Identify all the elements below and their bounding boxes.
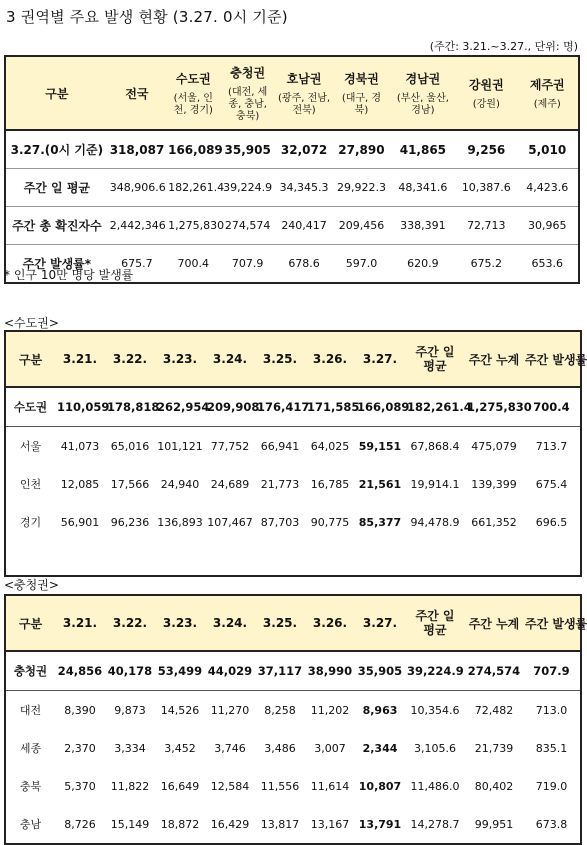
cell: 11,486.0 xyxy=(410,779,460,793)
row-label: 주간 일 평균 xyxy=(5,169,108,207)
table-row xyxy=(5,805,581,844)
cell: 209,456 xyxy=(333,207,389,245)
cell: 13,167 xyxy=(310,817,350,831)
cell: 38,990 xyxy=(305,651,355,691)
cell: 4,423.6 xyxy=(517,169,579,207)
cell: 107,467 xyxy=(207,515,253,529)
row-label: 대전 xyxy=(19,704,42,717)
cell: 59,151 xyxy=(358,439,402,453)
cell: 166,089 xyxy=(355,387,405,427)
cell: 171,585 xyxy=(305,387,355,427)
cell: 40,178 xyxy=(105,651,155,691)
cell: 11,822 xyxy=(110,779,150,793)
header-cell: 3.27. xyxy=(355,331,405,387)
cell: 67,868.4 xyxy=(410,439,460,453)
header-cell: 수도권 (서울, 인천, 경기) xyxy=(166,56,220,130)
row-label: 경기 xyxy=(19,516,42,529)
cell: 661,352 xyxy=(471,515,517,529)
summary-header-row xyxy=(5,56,579,130)
header-cell: 3.23. xyxy=(155,595,205,651)
cell: 653.6 xyxy=(517,245,579,284)
cell: 11,202 xyxy=(310,703,350,717)
table-row xyxy=(5,427,581,466)
cell: 675.7 xyxy=(108,245,166,284)
cell: 700.4 xyxy=(523,387,581,427)
table-row xyxy=(5,130,579,169)
cell: 3,334 xyxy=(114,741,146,755)
cell: 24,689 xyxy=(210,477,250,491)
cell: 56,901 xyxy=(60,515,100,529)
cell: 21,561 xyxy=(358,477,402,491)
cell: 65,016 xyxy=(110,439,150,453)
cell: 27,890 xyxy=(333,130,389,169)
cell: 35,905 xyxy=(355,651,405,691)
cell: 675.4 xyxy=(535,477,568,491)
section-label-capital: <수도권> xyxy=(4,316,59,330)
cell: 1,275,830 xyxy=(465,387,523,427)
cell: 675.2 xyxy=(456,245,516,284)
capital-table xyxy=(4,330,587,577)
cell: 274,574 xyxy=(220,207,274,245)
cell: 262,954 xyxy=(155,387,205,427)
cell: 14,526 xyxy=(160,703,200,717)
cell: 24,856 xyxy=(55,651,105,691)
cell: 700.4 xyxy=(166,245,220,284)
cell: 3,486 xyxy=(264,741,296,755)
empty-cell xyxy=(5,541,581,576)
row-label: 주간 발생률* xyxy=(5,245,108,284)
cell: 11,614 xyxy=(310,779,350,793)
header-cell: 제주권 (제주) xyxy=(517,56,579,130)
cell: 348,906.6 xyxy=(108,169,166,207)
row-label: 서울 xyxy=(19,440,42,453)
header-cell: 3.26. xyxy=(305,331,355,387)
cell: 77,752 xyxy=(210,439,250,453)
cell: 139,399 xyxy=(471,477,517,491)
cell: 1,275,830 xyxy=(166,207,220,245)
cell: 166,089 xyxy=(166,130,220,169)
capital-header-row xyxy=(5,331,581,387)
cell: 13,791 xyxy=(358,817,402,831)
header-cell: 3.23. xyxy=(155,331,205,387)
cell: 9,873 xyxy=(114,703,146,717)
cell: 44,029 xyxy=(205,651,255,691)
cell: 713.7 xyxy=(535,439,568,453)
section-label-chungcheong: <충청권> xyxy=(4,578,59,592)
cell: 85,377 xyxy=(358,515,402,529)
header-cell: 3.22. xyxy=(105,331,155,387)
cell: 2,370 xyxy=(64,741,96,755)
header-cell: 3.25. xyxy=(255,331,305,387)
cell: 3,452 xyxy=(164,741,196,755)
table-row xyxy=(5,691,581,730)
cell: 8,726 xyxy=(64,817,96,831)
cell: 673.8 xyxy=(535,817,568,831)
row-label: 3.27.(0시 기준) xyxy=(5,130,108,169)
cell: 66,941 xyxy=(260,439,300,453)
cell: 835.1 xyxy=(535,741,568,755)
header-cell: 충청권 (대전, 세종, 충남, 충북) xyxy=(220,56,274,130)
header-cell: 주간 누계 xyxy=(465,595,523,651)
cell: 678.6 xyxy=(275,245,333,284)
cell: 10,807 xyxy=(358,779,402,793)
header-cell: 구분 xyxy=(5,595,55,651)
table-row xyxy=(5,503,581,541)
cell: 3,007 xyxy=(314,741,346,755)
cell: 176,417 xyxy=(255,387,305,427)
row-label: 세종 xyxy=(19,742,42,755)
row-label: 충남 xyxy=(19,818,42,831)
cell: 90,775 xyxy=(310,515,350,529)
cell: 21,773 xyxy=(260,477,300,491)
row-label: 인천 xyxy=(19,478,42,491)
cell: 94,478.9 xyxy=(410,515,460,529)
cell: 338,391 xyxy=(390,207,456,245)
cell: 18,872 xyxy=(160,817,200,831)
cell: 39,224.9 xyxy=(220,169,274,207)
table-row xyxy=(5,729,581,767)
cell: 101,121 xyxy=(157,439,203,453)
cell: 9,256 xyxy=(456,130,516,169)
cell: 35,905 xyxy=(220,130,274,169)
cell: 209,908 xyxy=(205,387,255,427)
cell: 719.0 xyxy=(535,779,568,793)
table-row xyxy=(5,767,581,805)
cell: 10,387.6 xyxy=(456,169,516,207)
header-cell: 3.27. xyxy=(355,595,405,651)
cell: 5,370 xyxy=(64,779,96,793)
cell: 274,574 xyxy=(465,651,523,691)
cell: 620.9 xyxy=(390,245,456,284)
header-cell: 3.21. xyxy=(55,595,105,651)
header-cell: 주간 발생률 xyxy=(523,331,581,387)
header-cell: 강원권 (강원) xyxy=(456,56,516,130)
header-cell: 구분 xyxy=(5,331,55,387)
cell: 64,025 xyxy=(310,439,350,453)
header-cell: 경남권 (부산, 울산, 경남) xyxy=(390,56,456,130)
header-cell: 3.21. xyxy=(55,331,105,387)
row-label: 충북 xyxy=(19,780,42,793)
footnote: * 인구 10만 명당 발생률 xyxy=(4,268,134,282)
cell: 707.9 xyxy=(220,245,274,284)
cell: 16,429 xyxy=(210,817,250,831)
header-cell: 3.26. xyxy=(305,595,355,651)
table-row xyxy=(5,387,581,427)
page-title: 3 권역별 주요 발생 현황 (3.27. 0시 기준) xyxy=(6,8,288,26)
header-cell: 3.24. xyxy=(205,331,255,387)
header-cell: 호남권 (광주, 전남, 전북) xyxy=(275,56,333,130)
table-row xyxy=(5,465,581,503)
cell: 87,703 xyxy=(260,515,300,529)
cell: 21,739 xyxy=(474,741,514,755)
cell: 597.0 xyxy=(333,245,389,284)
cell: 178,818 xyxy=(105,387,155,427)
cell: 3,105.6 xyxy=(414,741,456,755)
cell: 3,746 xyxy=(214,741,246,755)
cell: 41,073 xyxy=(60,439,100,453)
cell: 41,865 xyxy=(390,130,456,169)
header-cell: 주간 누계 xyxy=(465,331,523,387)
cell: 707.9 xyxy=(523,651,581,691)
cell: 34,345.3 xyxy=(275,169,333,207)
cell: 12,584 xyxy=(210,779,250,793)
cell: 29,922.3 xyxy=(333,169,389,207)
empty-row xyxy=(5,541,581,576)
cell: 99,951 xyxy=(474,817,514,831)
cell: 8,258 xyxy=(264,703,296,717)
header-cell: 주간 발생률 xyxy=(523,595,581,651)
cell: 318,087 xyxy=(108,130,166,169)
cell: 475,079 xyxy=(471,439,517,453)
cell: 80,402 xyxy=(474,779,514,793)
unit-note: (주간: 3.21.~3.27., 단위: 명) xyxy=(429,40,578,53)
header-cell: 3.25. xyxy=(255,595,305,651)
cell: 696.5 xyxy=(535,515,568,529)
cell: 240,417 xyxy=(275,207,333,245)
header-cell: 경북권 (대구, 경북) xyxy=(333,56,389,130)
cell: 39,224.9 xyxy=(405,651,465,691)
cell: 53,499 xyxy=(155,651,205,691)
cell: 110,059 xyxy=(55,387,105,427)
header-cell: 주간 일 평균 xyxy=(405,595,465,651)
cell: 14,278.7 xyxy=(410,817,460,831)
cell: 11,556 xyxy=(260,779,300,793)
cell: 12,085 xyxy=(60,477,100,491)
cell: 136,893 xyxy=(157,515,203,529)
cell: 17,566 xyxy=(110,477,150,491)
cell: 11,270 xyxy=(210,703,250,717)
chungcheong-table xyxy=(4,594,587,845)
cell: 96,236 xyxy=(110,515,150,529)
cell: 16,649 xyxy=(160,779,200,793)
cell: 24,940 xyxy=(160,477,200,491)
cell: 713.0 xyxy=(535,703,568,717)
cell: 182,261.4 xyxy=(166,169,220,207)
cell: 8,390 xyxy=(64,703,96,717)
chungcheong-header-row xyxy=(5,595,581,651)
header-cell: 3.24. xyxy=(205,595,255,651)
cell: 37,117 xyxy=(255,651,305,691)
cell: 72,713 xyxy=(456,207,516,245)
row-label: 충청권 xyxy=(5,651,55,691)
summary-table xyxy=(4,55,580,284)
cell: 5,010 xyxy=(517,130,579,169)
cell: 32,072 xyxy=(275,130,333,169)
row-label: 주간 총 확진자수 xyxy=(5,207,108,245)
row-label: 수도권 xyxy=(5,387,55,427)
cell: 48,341.6 xyxy=(390,169,456,207)
cell: 13,817 xyxy=(260,817,300,831)
table-row xyxy=(5,169,579,207)
cell: 15,149 xyxy=(110,817,150,831)
cell: 19,914.1 xyxy=(410,477,460,491)
header-cell: 주간 일 평균 xyxy=(405,331,465,387)
table-row xyxy=(5,207,579,245)
header-cell: 구분 xyxy=(5,56,108,130)
cell: 2,344 xyxy=(362,741,398,755)
cell: 8,963 xyxy=(362,703,398,717)
cell: 182,261.4 xyxy=(405,387,465,427)
header-cell: 전국 xyxy=(108,56,166,130)
cell: 10,354.6 xyxy=(410,703,460,717)
table-row xyxy=(5,651,581,691)
header-cell: 3.22. xyxy=(105,595,155,651)
cell: 30,965 xyxy=(517,207,579,245)
cell: 2,442,346 xyxy=(108,207,166,245)
cell: 16,785 xyxy=(310,477,350,491)
cell: 72,482 xyxy=(474,703,514,717)
